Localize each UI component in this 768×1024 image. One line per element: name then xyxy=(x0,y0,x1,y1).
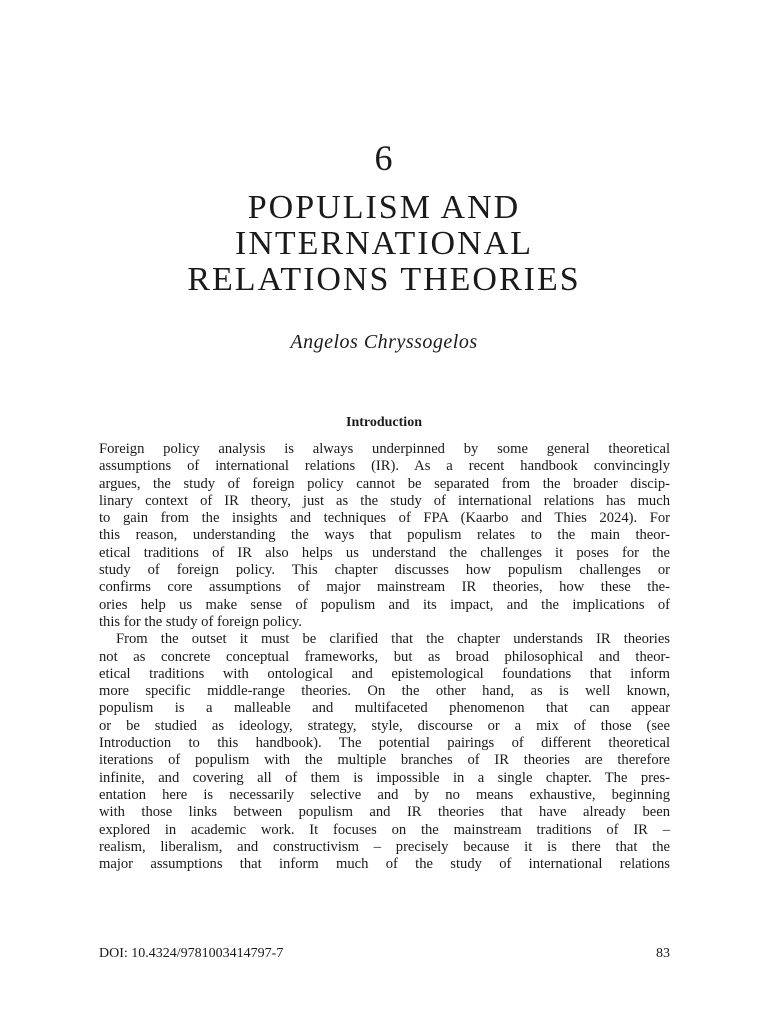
page-footer xyxy=(99,945,670,963)
text-line: more specific middle-range theories. On the other hand, as is well known, xyxy=(99,683,670,700)
text-line: to gain from the insights and techniques of FPA (Kaarbo and Thies 2024). For xyxy=(99,510,670,527)
text-line: Foreign policy analysis is always underpinned by some general theoretical xyxy=(99,441,670,457)
text-line: etical traditions of IR also helps us understand the challenges it poses for the xyxy=(99,544,670,561)
text-line: this reason, understanding the ways that populism relates to the main theor- xyxy=(99,527,670,544)
text-line: ories help us make sense of populism and its impact, and the implications of xyxy=(99,596,670,613)
chapter-title-line: POPULISM AND xyxy=(247,189,521,226)
text-line: with those links between populism and IR theories that have already been xyxy=(99,804,670,821)
text-line: entation here is necessarily selective and by no means exhaustive, beginning xyxy=(99,786,670,803)
text-line: etical traditions with ontological and epistemological foundations that inform xyxy=(99,665,670,682)
page-number: 83 xyxy=(656,946,670,961)
chapter-number: 6 xyxy=(374,138,394,178)
text-line: infinite, and covering all of them is impossible in a single chapter. The pres- xyxy=(99,769,670,786)
text-line: this for the study of foreign policy. xyxy=(99,613,302,630)
text-line: Introduction to this handbook). The potential pairings of different theoretical xyxy=(99,735,670,752)
text-line: argues, the study of foreign policy cannot be separated from the broader discip- xyxy=(99,475,670,492)
text-line: From the outset it must be clarified that the chapter understands IR theories xyxy=(116,631,670,648)
text-line: or be studied as ideology, strategy, style, discourse or a mix of those (see xyxy=(99,717,670,734)
text-line: confirms core assumptions of major mainstream IR theories, how these the- xyxy=(99,579,670,596)
text-line: major assumptions that inform much of the study of international relations xyxy=(99,856,670,873)
text-line: explored in academic work. It focuses on the mainstream traditions of IR – xyxy=(99,821,670,838)
text-line: realism, liberalism, and constructivism – precisely because it is there that the xyxy=(99,838,670,855)
chapter-title-line: INTERNATIONAL xyxy=(235,225,533,262)
text-line: not as concrete conceptual frameworks, but as broad philosophical and theor- xyxy=(99,648,670,665)
section-heading: Introduction xyxy=(346,415,422,430)
chapter-author: Angelos Chryssogelos xyxy=(290,331,478,353)
chapter-title xyxy=(0,190,768,298)
paragraph xyxy=(99,631,670,873)
doi-label: DOI: 10.4324/9781003414797-7 xyxy=(99,946,284,961)
text-line: iterations of populism with the multiple branches of IR theories are therefore xyxy=(99,752,670,769)
text-line: linary context of IR theory, just as the study of international relations has much xyxy=(99,492,670,509)
text-line: assumptions of international relations (IR). As a recent handbook convincingly xyxy=(99,458,670,475)
chapter-title-line: RELATIONS THEORIES xyxy=(187,261,581,298)
text-line: populism is a malleable and multifaceted phenomenon that can appear xyxy=(99,700,670,717)
paragraph xyxy=(99,441,670,631)
text-line: study of foreign policy. This chapter discusses how populism challenges or xyxy=(99,562,670,579)
body-text xyxy=(99,441,670,873)
